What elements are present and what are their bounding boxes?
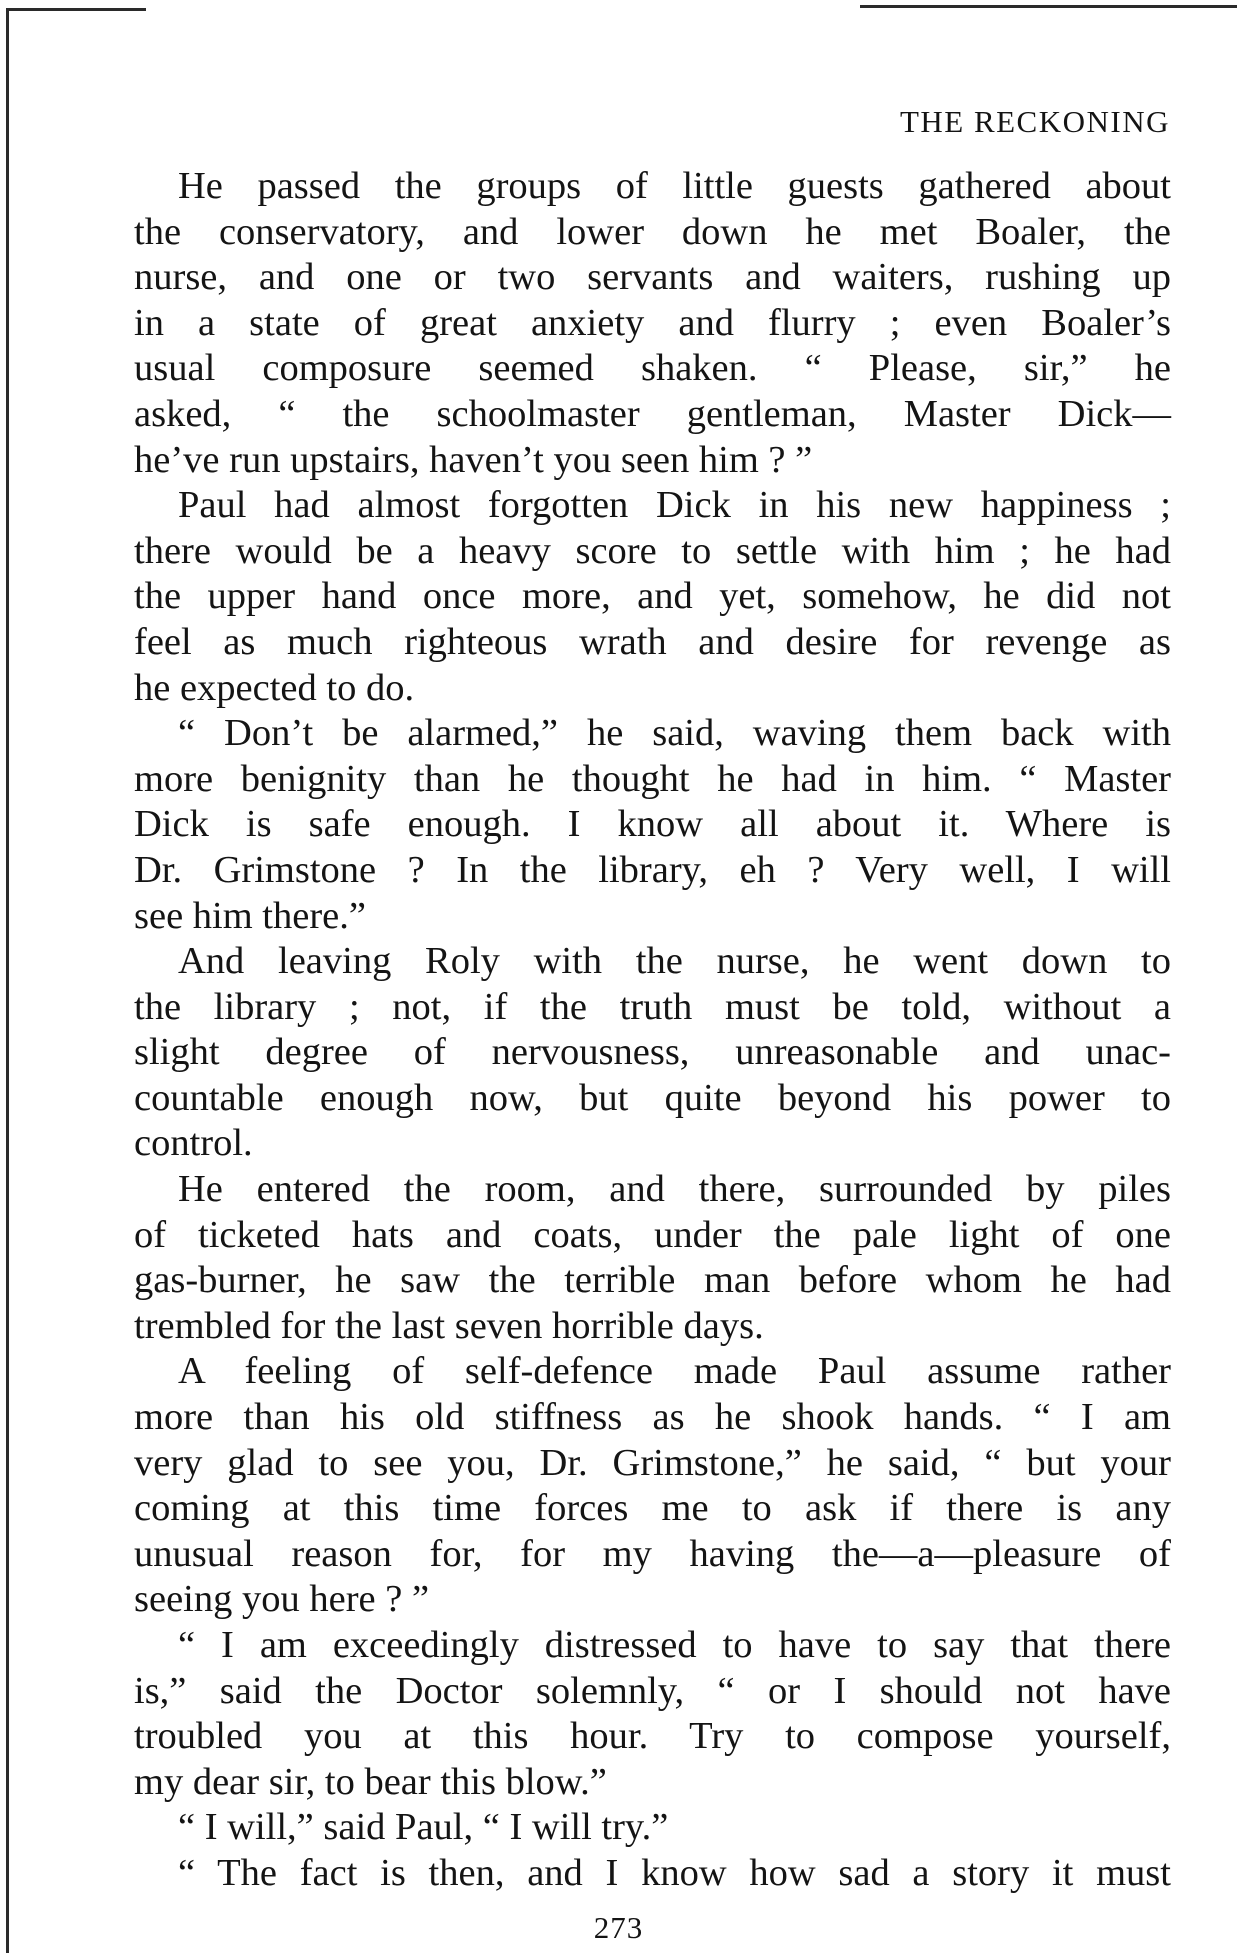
text-line: trembled for the last seven horrible days.	[134, 1304, 764, 1347]
text-line: “ I am exceedingly distressed to have to say that there	[178, 1624, 1171, 1666]
text-line: unusual reason for, for my having the—a—pleasure of	[134, 1532, 1171, 1575]
paragraph	[134, 483, 1171, 711]
body-text	[134, 164, 1171, 1897]
text-line: “ The fact is then, and I know how sad a story it must	[178, 1851, 1171, 1894]
text-line: more than his old stiffness as he shook hands. “ I am	[134, 1396, 1171, 1439]
text-line: see him there.”	[134, 894, 366, 937]
paragraph	[134, 1167, 1171, 1349]
text-line: is,” said the Doctor solemnly, “ or I should not have	[134, 1669, 1171, 1712]
text-line: A feeling of self-defence made Paul assume rather	[178, 1350, 1171, 1393]
text-line: of ticketed hats and coats, under the pale light of one	[134, 1213, 1171, 1256]
text-line: he’ve run upstairs, haven’t you seen him ? ”	[134, 438, 813, 481]
text-line: there would be a heavy score to settle with him ; he had	[134, 529, 1171, 572]
text-line: coming at this time forces me to ask if there is any	[134, 1487, 1171, 1530]
paragraph	[134, 1349, 1171, 1623]
page-number: 273	[593, 1910, 644, 1945]
page-edge-top-left-rule	[6, 8, 146, 11]
text-line: more benignity than he thought he had in him. “ Master	[134, 757, 1171, 800]
text-line: control.	[134, 1122, 253, 1165]
text-line: He entered the room, and there, surrounded by piles	[178, 1168, 1171, 1211]
paragraph	[134, 164, 1171, 483]
text-line: very glad to see you, Dr. Grimstone,” he said, “ but your	[134, 1441, 1171, 1484]
text-line: countable enough now, but quite beyond his power to	[134, 1076, 1171, 1119]
text-line: troubled you at this hour. Try to compose yourself,	[134, 1715, 1171, 1758]
page-edge-left-rule	[6, 8, 9, 1953]
text-line: Dr. Grimstone ? In the library, eh ? Very well, I will	[134, 848, 1171, 891]
text-line: seeing you here ? ”	[134, 1578, 430, 1621]
text-line: the conservatory, and lower down he met Boaler, the	[134, 210, 1171, 253]
text-line: He passed the groups of little guests gathered about	[178, 165, 1171, 207]
running-head: THE RECKONING	[899, 104, 1170, 139]
text-line: he expected to do.	[134, 666, 415, 709]
text-line: nurse, and one or two servants and waiters, rushing up	[134, 256, 1171, 299]
text-line: slight degree of nervousness, unreasonable and unac-	[134, 1031, 1171, 1074]
paragraph	[134, 939, 1171, 1167]
page-edge-top-right-rule	[860, 5, 1237, 8]
paragraph	[134, 711, 1171, 939]
paragraph	[134, 1851, 1171, 1897]
text-line: And leaving Roly with the nurse, he went down to	[178, 940, 1171, 983]
text-line: Paul had almost forgotten Dick in his new happiness ;	[178, 484, 1171, 527]
text-line: the upper hand once more, and yet, somehow, he did not	[134, 575, 1171, 618]
text-line: in a state of great anxiety and flurry ; even Boaler’s	[134, 301, 1171, 344]
text-line: gas-burner, he saw the terrible man before whom he had	[134, 1259, 1171, 1302]
paragraph	[134, 1805, 1171, 1851]
text-line: feel as much righteous wrath and desire for revenge as	[134, 620, 1171, 663]
text-line: my dear sir, to bear this blow.”	[134, 1760, 607, 1803]
text-line: Dick is safe enough. I know all about it. Where is	[134, 803, 1171, 846]
text-line: “ I will,” said Paul, “ I will try.”	[178, 1806, 669, 1849]
text-line: usual composure seemed shaken. “ Please, sir,” he	[134, 347, 1171, 390]
text-line: asked, “ the schoolmaster gentleman, Master Dick—	[134, 392, 1171, 435]
paragraph	[134, 1623, 1171, 1805]
text-line: the library ; not, if the truth must be told, without a	[134, 985, 1171, 1028]
text-line: “ Don’t be alarmed,” he said, waving them back with	[178, 712, 1171, 755]
